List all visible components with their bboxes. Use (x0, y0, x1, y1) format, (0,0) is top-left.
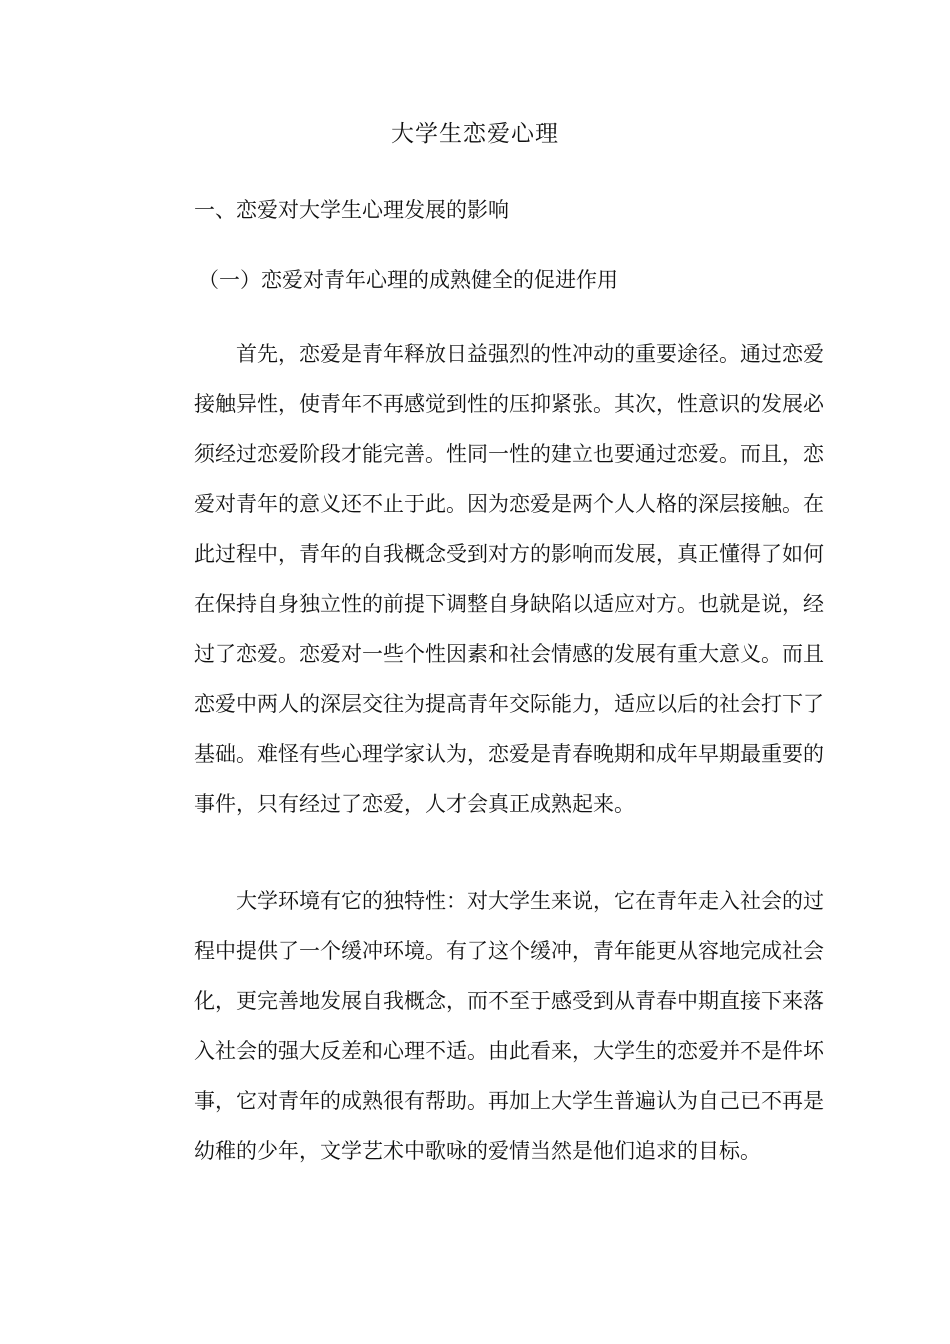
subsection-heading: （一）恋爱对青年心理的成熟健全的促进作用 (198, 268, 618, 292)
body-paragraph-1: 首先，恋爱是青年释放日益强烈的性冲动的重要途径。通过恋爱接触异性，使青年不再感觉到性的压抑紧张。其次，性意识的发展必须经过恋爱阶段才能完善。性同一性的建立也要通过恋爱。而且，恋爱对青年的意义还不止于此。因为恋爱是两个人人格的深层接触。在此过程中，青年的自我概念受到对方的影响而发展，真正懂得了如何在保持自身独立性的前提下调整自身缺陷以适应对方。也就是说，经过了恋爱。恋爱对一些个性因素和社会情感的发展有重大意义。而且恋爱中两人的深层交往为提高青年交际能力，适应以后的社会打下了基础。难怪有些心理学家认为，恋爱是青春晚期和成年早期最重要的事件，只有经过了恋爱，人才会真正成熟起来。 (194, 342, 824, 816)
body-paragraph-2: 大学环境有它的独特性：对大学生来说，它在青年走入社会的过程中提供了一个缓冲环境。有了这个缓冲，青年能更从容地完成社会化，更完善地发展自我概念，而不至于感受到从青春中期直接下来落入社会的强大反差和心理不适。由此看来，大学生的恋爱并不是件坏事，它对青年的成熟很有帮助。再加上大学生普遍认为自己已不再是幼稚的少年，文学艺术中歌咏的爱情当然是他们追求的目标。 (194, 889, 824, 1163)
section-heading: 一、恋爱对大学生心理发展的影响 (194, 198, 509, 222)
document-title: 大学生恋爱心理 (391, 121, 559, 147)
